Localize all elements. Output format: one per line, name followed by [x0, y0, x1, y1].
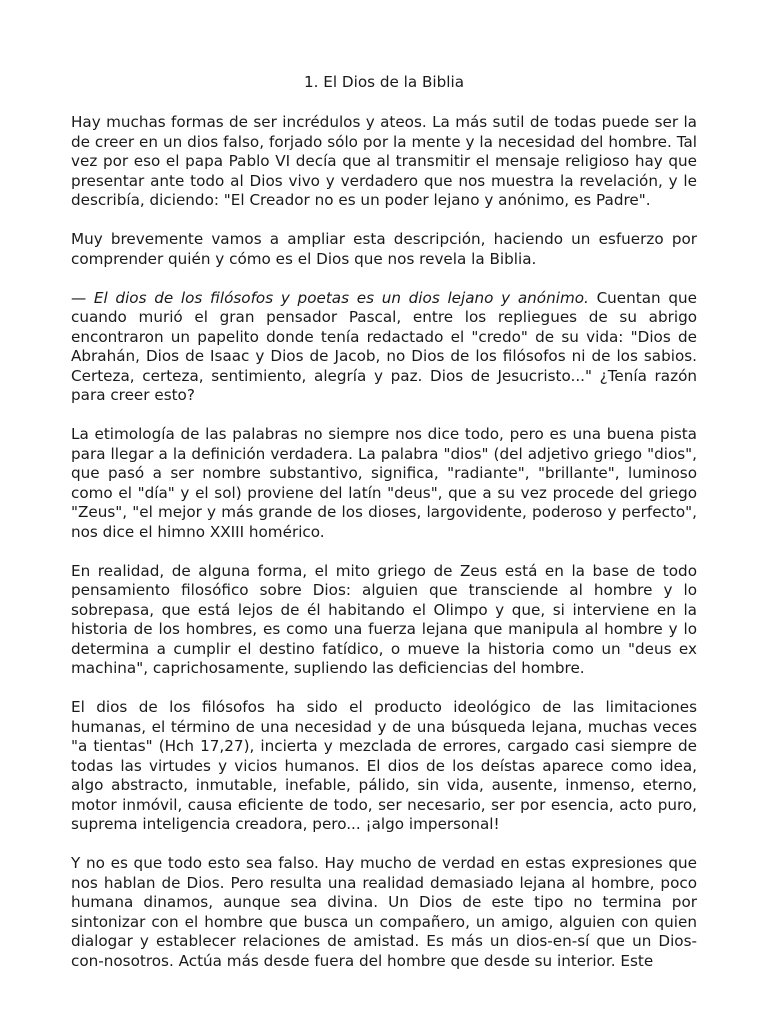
- paragraph-4: [71, 425, 697, 542]
- paragraph-3-italic-heading: — El dios de los filósofos y poetas es un dios lejano y anónimo.: [71, 288, 589, 307]
- paragraph-3: [71, 289, 697, 406]
- paragraph-6: [71, 698, 697, 835]
- document-page: [71, 72, 697, 991]
- paragraph-5-text: En realidad, de alguna forma, el mito griego de Zeus está en la base de todo pensamiento filosófico sobre Dios: alguien que transciende al hombre y lo sobrepasa, que está lejos de él habitando el Olimpo y que, si interviene en la historia de los hombres, es como una fuerza lejana que manipula al hombre y lo determina a cumplir el destino fatídico, o mueve la historia como un "deus ex machina", caprichosamente, supliendo las deficiencias del hombre.: [71, 561, 697, 677]
- paragraph-1: [71, 113, 697, 211]
- paragraph-7: [71, 854, 697, 971]
- paragraph-2: [71, 230, 697, 269]
- paragraph-1-text: Hay muchas formas de ser incrédulos y ateos. La más sutil de todas puede ser la de creer en un dios falso, forjado sólo por la mente y la necesidad del hombre. Tal vez por eso el papa Pablo VI decía que al transmitir el mensaje religioso hay que presentar ante todo al Dios vivo y verdadero que nos muestra la revelación, y le describía, diciendo: "El Creador no es un poder lejano y anónimo, es Padre".: [71, 113, 697, 209]
- page-title: 1. El Dios de la Biblia: [303, 73, 465, 91]
- paragraph-4-text: La etimología de las palabras no siempre nos dice todo, pero es una buena pista para llegar a la definición verdadera. La palabra "dios" (del adjetivo griego "dios", que pasó a ser nombre substantivo, significa, "radiante", "brillante", luminoso como el "día" y el sol) proviene del latín "deus", que a su vez procede del griego "Zeus", "el mejor y más grande de los dioses, largovidente, poderoso y perfecto", nos dice el himno XXIII homérico.: [71, 425, 697, 541]
- paragraph-6-text: El dios de los filósofos ha sido el producto ideológico de las limitaciones humanas, el término de una necesidad y de una búsqueda lejana, muchas veces "a tientas" (Hch 17,27), incierta y mezclada de errores, cargado casi siempre de todas las virtudes y vicios humanos. El dios de los deístas aparece como idea, algo abstracto, inmutable, inefable, pálido, sin vida, ausente, inmenso, eterno, motor inmóvil, causa eficiente de todo, ser necesario, ser por esencia, acto puro, suprema inteligencia creadora, pero... ¡algo impersonal!: [71, 698, 697, 833]
- paragraph-5: [71, 562, 697, 679]
- paragraph-2-text: Muy brevemente vamos a ampliar esta descripción, haciendo un esfuerzo por comprender quién y cómo es el Dios que nos revela la Biblia.: [71, 230, 697, 268]
- paragraph-7-text: Y no es que todo esto sea falso. Hay mucho de verdad en estas expresiones que nos hablan de Dios. Pero resulta una realidad demasiado lejana al hombre, poco humana dinamos, aunque sea divina. Un Dios de este tipo no termina por sintonizar con el hombre que busca un compañero, un amigo, alguien con quien dialogar y establecer relaciones de amistad. Es más un dios-en-sí que un Dios-con-nosotros. Actúa más desde fuera del hombre que desde su interior. Este: [71, 854, 697, 970]
- paragraph-3-text: Cuentan que cuando murió el gran pensador Pascal, entre los repliegues de su abrigo encontraron un papelito donde tenía redactado el "credo" de su vida: "Dios de Abrahán, Dios de Isaac y Dios de Jacob, no Dios de los filósofos ni de los sabios. Certeza, certeza, sentimiento, alegría y paz. Dios de Jesucristo..." ¿Tenía razón para creer esto?: [71, 288, 697, 404]
